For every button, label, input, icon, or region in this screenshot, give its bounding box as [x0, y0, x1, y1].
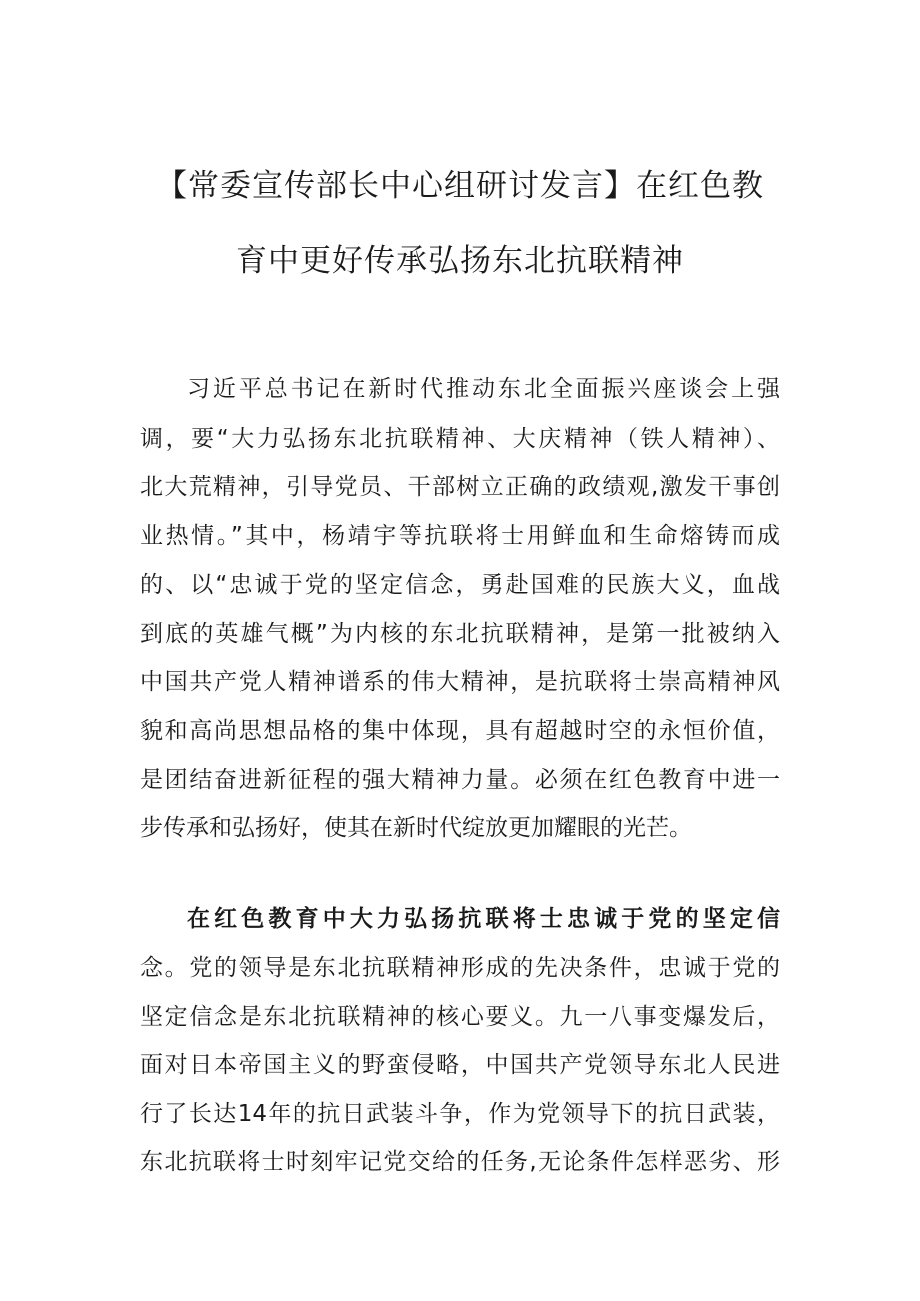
paragraph-1-line: 到底的英雄气概”为内核的东北抗联精神，是第一批被纳入 [140, 621, 780, 647]
paragraph-1-line: 调，要“大力弘扬东北抗联精神、大庆精神（铁人精神）、 [140, 426, 780, 452]
paragraph-2-line: 坚定信念是东北抗联精神的核心要义。九一八事变爆发后， [140, 1004, 780, 1030]
paragraph-1-line: 业热情。”其中，杨靖宇等抗联将士用鲜血和生命熔铸而成 [140, 523, 780, 549]
paragraph-2-line: 行了长达14年的抗日武装斗争，作为党领导下的抗日武装， [140, 1101, 780, 1127]
document-title-line-1: 【常委宣传部长中心组研讨发言】在红色教 [156, 168, 764, 204]
document-title-line-2: 育中更好传承弘扬东北抗联精神 [236, 243, 684, 279]
paragraph-1-line: 是团结奋进新征程的强大精神力量。必须在红色教育中进一 [140, 767, 780, 793]
paragraph-1-line: 中国共产党人精神谱系的伟大精神，是抗联将士崇高精神风 [140, 669, 780, 695]
paragraph-1-line: 貌和高尚思想品格的集中体现，具有超越时空的永恒价值， [140, 718, 780, 744]
paragraph-1-line: 步传承和弘扬好，使其在新时代绽放更加耀眼的光芒。 [140, 815, 692, 841]
paragraph-1-line: 北大荒精神，引导党员、干部树立正确的政绩观,激发干事创 [140, 474, 780, 500]
paragraph-2-heading: 在红色教育中大力弘扬抗联将士忠诚于党的坚定信 [187, 906, 780, 932]
paragraph-1-line: 习近平总书记在新时代推动东北全面振兴座谈会上强 [187, 376, 780, 402]
paragraph-2-line: 念。党的领导是东北抗联精神形成的先决条件，忠诚于党的 [140, 955, 780, 981]
paragraph-2-line: 东北抗联将士时刻牢记党交给的任务,无论条件怎样恶劣、形 [140, 1149, 780, 1175]
paragraph-1-line: 的、以“忠诚于党的坚定信念，勇赴国难的民族大义，血战 [140, 572, 780, 598]
paragraph-2-line: 面对日本帝国主义的野蛮侵略，中国共产党领导东北人民进 [140, 1052, 780, 1078]
